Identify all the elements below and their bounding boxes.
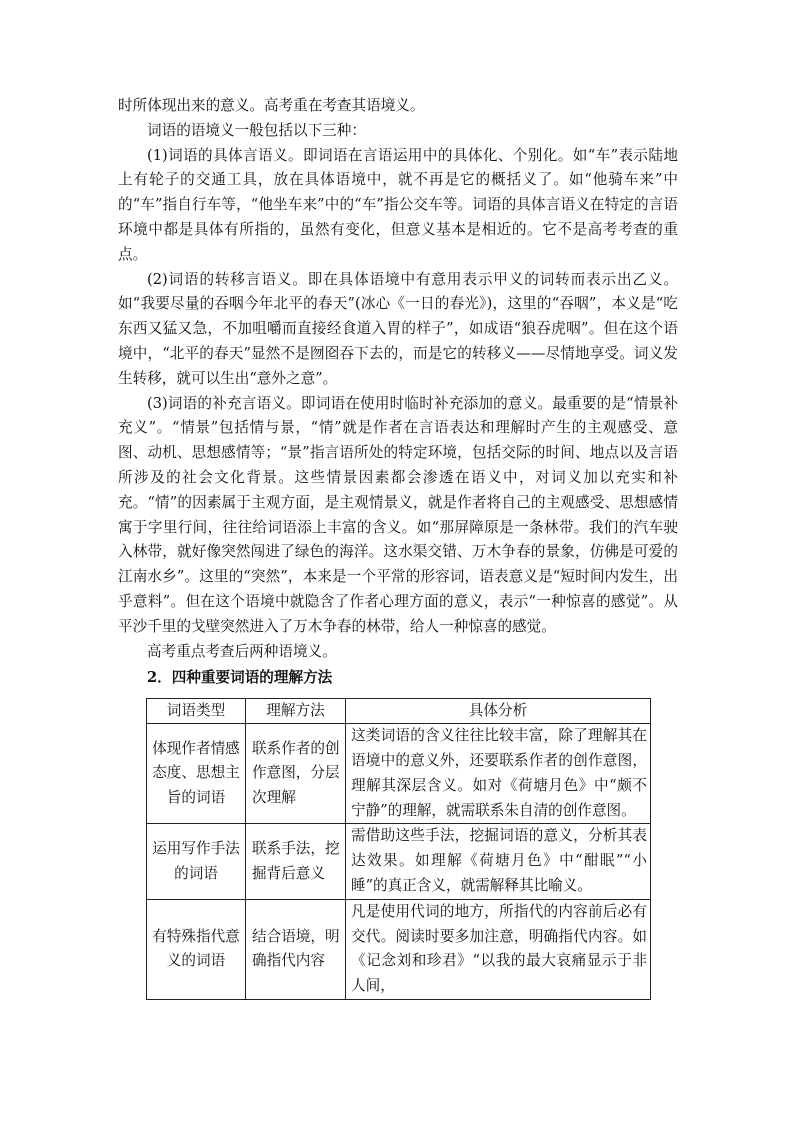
- table-cell-type: 有特殊指代意义的词语: [147, 899, 246, 999]
- table-cell-method: 结合语境，明确指代内容: [246, 899, 346, 999]
- table-cell-method: 联系手法，挖掘背后意义: [246, 824, 346, 899]
- table-cell-type: 体现作者情感态度、思想主旨的词语: [147, 724, 246, 824]
- table-header-analysis: 具体分析: [346, 699, 651, 724]
- table-header-method: 理解方法: [246, 699, 346, 724]
- table-row: [147, 824, 651, 899]
- word-understanding-table: [146, 698, 651, 1000]
- paragraph-transferred-meaning: (2)词语的转移言语义。即在具体语境中有意用表示甲义的词转而表示出乙义。如“我要尽量的吞咽今年北平的春天”(冰心《一日的春光》)，这里的“吞咽”，本义是“吃东西又猛又急，不加咀嚼而直接经食道入胃的样子”，如成语“狼吞虎咽”。但在这个语境中，“北平的春天”显然不是囫囵吞下去的，而是它的转移义——尽情地享受。词义发生转移，就可以生出“意外之意”。: [118, 270, 678, 387]
- table-row: [147, 899, 651, 999]
- table-header-type: 词语类型: [147, 699, 246, 724]
- table-cell-analysis: 这类词语的含义往往比较丰富，除了理解其在语境中的意义外，还要联系作者的创作意图，理解其深层含义。如对《荷塘月色》中“颇不宁静”的理解，就需联系朱自清的创作意图。: [346, 724, 651, 824]
- paragraph-continuation: 时所体现出来的意义。高考重在考查其语境义。: [118, 97, 425, 114]
- paragraph-specific-meaning: (1)词语的具体言语义。即词语在言语运用中的具体化、个别化。如“车”表示陆地上有轮子的交通工具，放在具体语境中，就不再是它的概括义了。如“他骑车来”中的“车”指自行车等，“他坐车来”中的“车”指公交车等。词语的具体言语义在特定的言语环境中都是具体有所指的，虽然有变化，但意义基本是相近的。它不是高考考查的重点。: [118, 146, 678, 263]
- table-cell-type: 运用写作手法的词语: [147, 824, 246, 899]
- section-heading: 2．四种重要词语的理解方法: [147, 669, 333, 687]
- table-cell-analysis: 需借助这些手法，挖掘词语的意义，分析其表达效果。如理解《荷塘月色》中“酣眠”“小睡”的真正含义，就需解释其比喻义。: [346, 824, 651, 899]
- table-header-row: [147, 699, 651, 724]
- table-row: [147, 724, 651, 824]
- document-page: [118, 94, 678, 1000]
- paragraph-supplementary-meaning: (3)词语的补充言语义。即词语在使用时临时补充添加的意义。最重要的是“情景补充义”。“情景”包括情与景，“情”就是作者在言语表达和理解时产生的主观感受、意图、动机、思想感情等；“景”指言语所处的特定环境，包括交际的时间、地点以及言语所涉及的社会文化背景。这些情景因素都会渗透在语义中，对词义加以充实和补充。“情”的因素属于主观方面，是主观情景义，就是作者将自己的主观感受、思想感情寓于字里行间，往往给词语添上丰富的含义。如“那屏障原是一条林带。我们的汽车驶入林带，就好像突然闯进了绿色的海洋。这水渠交错、万木争春的景象，仿佛是可爱的江南水乡”。这里的“突然”，本来是一个平常的形容词，语表意义是“短时间内发生，出乎意料”。但在这个语境中就隐含了作者心理方面的意义，表示“一种惊喜的感觉”。从平沙千里的戈壁突然进入了万木争春的林带，给人一种惊喜的感觉。: [118, 394, 678, 635]
- paragraph-intro: 词语的语境义一般包括以下三种：: [147, 121, 366, 139]
- table-cell-analysis: 凡是使用代词的地方，所指代的内容前后必有交代。阅读时要多加注意，明确指代内容。如《记念刘和珍君》“以我的最大哀痛显示于非人间，: [346, 899, 651, 999]
- paragraph-exam-focus: 高考重点考查后两种语境义。: [147, 642, 337, 660]
- table-cell-method: 联系作者的创作意图，分层次理解: [246, 724, 346, 824]
